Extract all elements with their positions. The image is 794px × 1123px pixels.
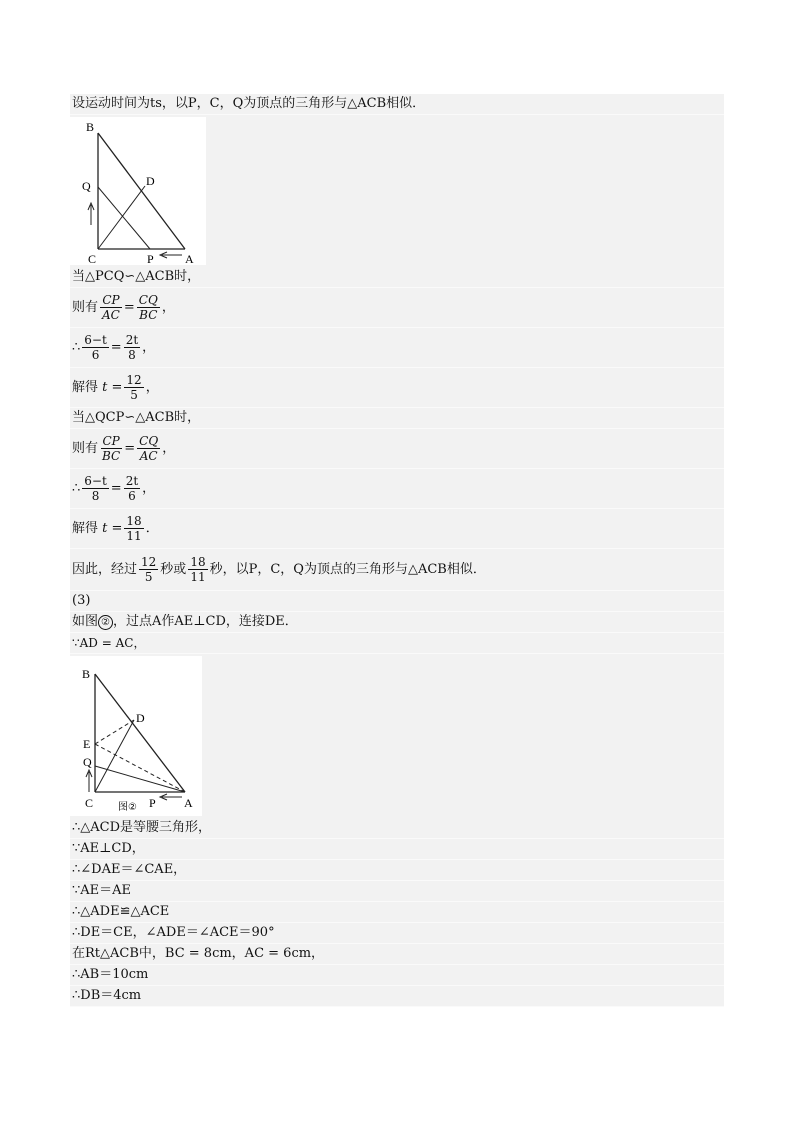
text-line: 在Rt△ACB中，BC = 8cm，AC = 6cm， [70,944,724,965]
fraction: $\frac{2t}{6}$ [125,474,139,503]
label-Q: Q [82,179,91,193]
label-B: B [86,120,95,134]
text-line: ∴DB＝4cm [70,986,724,1007]
fraction: $\frac{CP}{BC}$ [102,434,121,463]
figure-row [70,654,724,818]
fraction: $\frac{CP}{AC}$ [102,293,120,322]
label-P: P [147,252,154,265]
equation-line: 解得 t = $\frac{12}{5}$ ， [70,368,724,408]
label-Q: Q [83,755,92,769]
label-D: D [146,174,155,188]
figure-caption: 图② [118,802,137,813]
equation-line: ∴ $\frac{6-t}{6}$ = $\frac{2t}{8}$ ， [70,328,724,368]
fraction: $\frac{6-t}{8}$ [84,474,107,503]
label-A: A [185,252,194,265]
text-line: ∴△ACD是等腰三角形， [70,818,724,839]
text-line: 设运动时间为ts，以P，C，Q为顶点的三角形与△ACB相似． [70,94,724,115]
fraction: $\frac{18}{11}$ [126,514,142,543]
fraction: $\frac{6-t}{6}$ [84,333,107,362]
equation-line: ∴ $\frac{6-t}{8}$ = $\frac{2t}{6}$ ， [70,469,724,509]
fraction: $\frac{CQ}{AC}$ [139,434,159,463]
label-A: A [184,796,193,810]
label-P: P [149,796,156,810]
label-B: B [82,667,91,681]
text-line: ∴AB＝10cm [70,965,724,986]
label-C: C [88,252,97,265]
solution-content [70,94,724,1007]
text-line: ∵AD = AC， [70,633,724,654]
text-line: ∴△ADE≌△ACE [70,902,724,923]
fraction: $\frac{12}{5}$ [126,373,142,402]
equation-line: 解得 t = $\frac{18}{11}$ ． [70,509,724,549]
equation-line: 则有 $\frac{CP}{AC}$ = $\frac{CQ}{BC}$ ， [70,288,724,328]
text-line: ∴DE＝CE，∠ADE＝∠ACE＝90° [70,923,724,944]
fraction: $\frac{18}{11}$ [190,555,206,584]
text-line: ∴∠DAE＝∠CAE， [70,860,724,881]
label-E: E [83,737,91,751]
text-line: 当△QCP∽△ACB时， [70,408,724,429]
text-line: 当△PCQ∽△ACB时， [70,267,724,288]
text-line: ∵AE＝AE [70,881,724,902]
text-line: (3) [70,591,724,612]
figure-2 [70,656,202,816]
equation-line: 因此，经过 $\frac{12}{5}$ 秒或 $\frac{18}{11}$ 秒，以P，C，Q为顶点的三角形与△ACB相似． [70,549,724,591]
label-C: C [85,796,94,810]
label-D: D [136,711,145,725]
text-line: ∵AE⊥CD， [70,839,724,860]
fraction: $\frac{12}{5}$ [141,555,157,584]
text-line: 如图 ② ，过点A作AE⊥CD，连接DE． [70,612,724,633]
figure-row [70,115,724,267]
figure-1 [70,117,206,265]
circled-number: ② [98,615,113,630]
fraction: $\frac{2t}{8}$ [125,333,139,362]
equation-line: 则有 $\frac{CP}{BC}$ = $\frac{CQ}{AC}$ ， [70,429,724,469]
fraction: $\frac{CQ}{BC}$ [138,293,158,322]
